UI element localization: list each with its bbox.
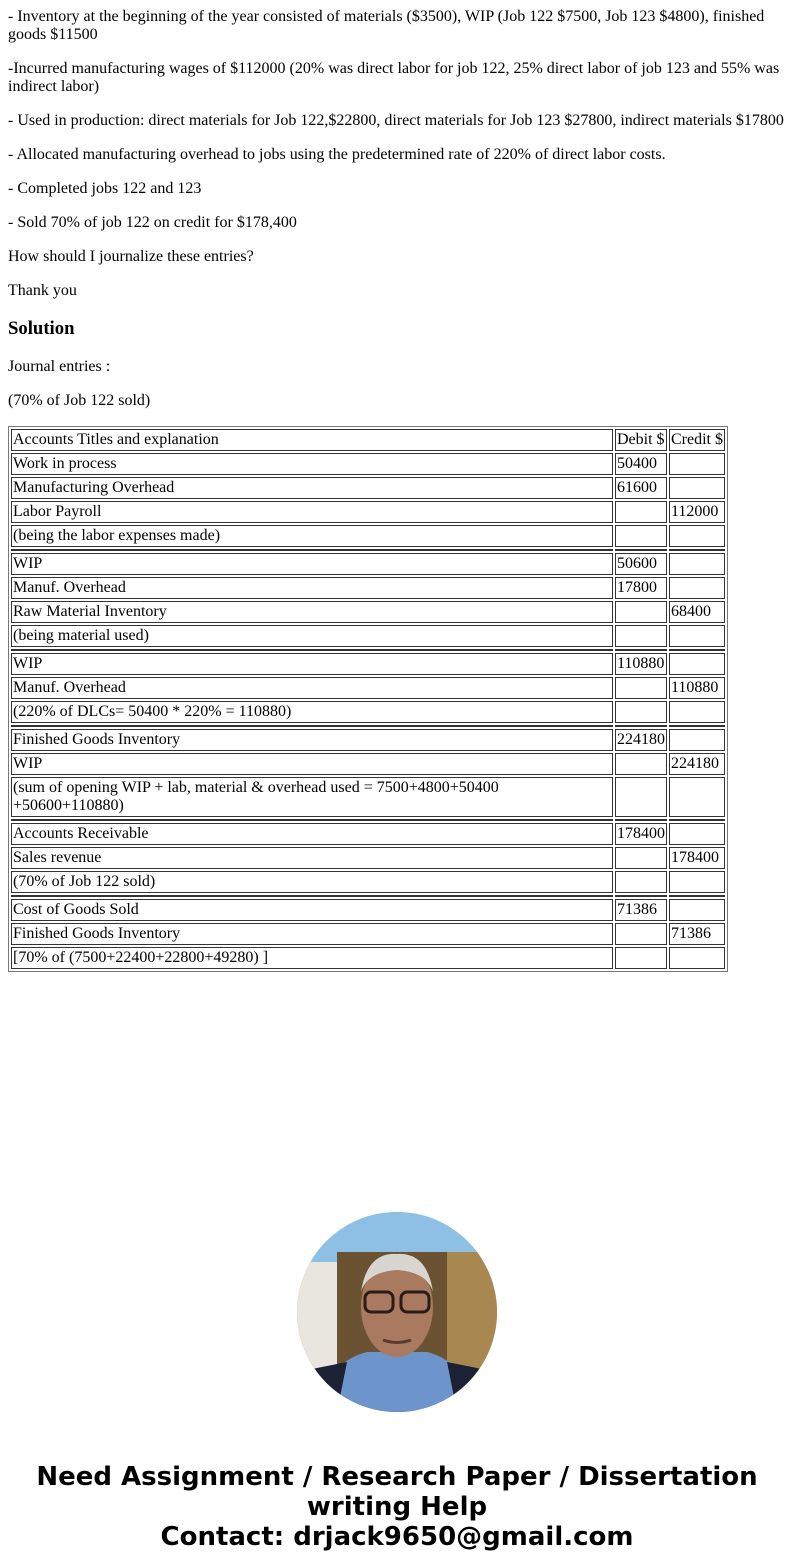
table-row — [11, 823, 725, 845]
debit-cell: 224180 — [615, 729, 667, 751]
debit-cell: 50600 — [615, 553, 667, 575]
separator-row — [11, 725, 725, 727]
credit-cell — [669, 525, 725, 547]
debit-cell — [615, 525, 667, 547]
account-cell: WIP — [11, 553, 613, 575]
credit-cell — [669, 777, 725, 817]
credit-cell — [669, 625, 725, 647]
account-cell: Labor Payroll — [11, 501, 613, 523]
credit-cell — [669, 899, 725, 921]
header-account: Accounts Titles and explanation — [11, 429, 613, 451]
separator-cell — [669, 549, 725, 551]
table-row — [11, 847, 725, 869]
debit-cell — [615, 601, 667, 623]
debit-cell — [615, 753, 667, 775]
table-row — [11, 871, 725, 893]
credit-cell — [669, 871, 725, 893]
table-row — [11, 625, 725, 647]
table-row — [11, 923, 725, 945]
table-row — [11, 729, 725, 751]
credit-cell: 112000 — [669, 501, 725, 523]
table-row — [11, 553, 725, 575]
account-cell: Manuf. Overhead — [11, 677, 613, 699]
separator-cell — [669, 649, 725, 651]
account-cell: Cost of Goods Sold — [11, 899, 613, 921]
debit-cell — [615, 871, 667, 893]
account-cell: Work in process — [11, 453, 613, 475]
separator-cell — [615, 649, 667, 651]
debit-cell — [615, 501, 667, 523]
table-row — [11, 899, 725, 921]
table-row — [11, 653, 725, 675]
table-row — [11, 947, 725, 969]
credit-cell — [669, 553, 725, 575]
separator-row — [11, 895, 725, 897]
question-paragraph: - Inventory at the beginning of the year consisted of materials ($3500), WIP (Job 122 $7500, Job 123 $4800), finished goods $11500 — [8, 8, 765, 43]
question — [8, 8, 786, 300]
credit-cell — [669, 477, 725, 499]
table-row — [11, 477, 725, 499]
account-cell: Finished Goods Inventory — [11, 923, 613, 945]
account-cell: WIP — [11, 753, 613, 775]
author-photo — [297, 1212, 497, 1412]
account-cell: Manufacturing Overhead — [11, 477, 613, 499]
separator-cell — [11, 725, 613, 727]
solution-note: (70% of Job 122 sold) — [8, 392, 151, 409]
credit-cell — [669, 653, 725, 675]
footer-banner — [8, 1462, 786, 1552]
credit-cell — [669, 577, 725, 599]
table-row — [11, 601, 725, 623]
question-paragraph: - Allocated manufacturing overhead to jobs using the predetermined rate of 220% of direct labor costs. — [8, 146, 666, 163]
table-row — [11, 577, 725, 599]
separator-row — [11, 649, 725, 651]
credit-cell: 110880 — [669, 677, 725, 699]
credit-cell — [669, 453, 725, 475]
debit-cell: 61600 — [615, 477, 667, 499]
table-row — [11, 701, 725, 723]
debit-cell: 50400 — [615, 453, 667, 475]
separator-cell — [669, 819, 725, 821]
separator-cell — [615, 549, 667, 551]
account-cell: (70% of Job 122 sold) — [11, 871, 613, 893]
debit-cell — [615, 701, 667, 723]
account-cell: Accounts Receivable — [11, 823, 613, 845]
account-cell: WIP — [11, 653, 613, 675]
footer-help-text: Need Assignment / Research Paper / Dissertation writing Help — [36, 1462, 758, 1522]
separator-cell — [11, 895, 613, 897]
separator-cell — [615, 819, 667, 821]
debit-cell: 110880 — [615, 653, 667, 675]
question-paragraph: Thank you — [8, 282, 77, 299]
table-row — [11, 453, 725, 475]
table-row — [11, 777, 725, 817]
account-cell: Raw Material Inventory — [11, 601, 613, 623]
separator-row — [11, 819, 725, 821]
account-cell: (220% of DLCs= 50400 * 220% = 110880) — [11, 701, 613, 723]
separator-row — [11, 549, 725, 551]
separator-cell — [11, 649, 613, 651]
debit-cell — [615, 923, 667, 945]
solution-intro: Journal entries : — [8, 358, 111, 375]
debit-cell — [615, 777, 667, 817]
debit-cell — [615, 625, 667, 647]
separator-cell — [615, 725, 667, 727]
account-cell: Sales revenue — [11, 847, 613, 869]
footer-contact: Contact: drjack9650@gmail.com — [160, 1522, 634, 1552]
separator-cell — [669, 895, 725, 897]
credit-cell — [669, 947, 725, 969]
solution-heading: Solution — [8, 318, 75, 339]
header-credit: Credit $ — [669, 429, 725, 451]
separator-cell — [615, 895, 667, 897]
header-debit: Debit $ — [615, 429, 667, 451]
table-row — [11, 501, 725, 523]
account-cell: Finished Goods Inventory — [11, 729, 613, 751]
credit-cell — [669, 823, 725, 845]
table-header-row — [11, 429, 725, 451]
table-row — [11, 525, 725, 547]
credit-cell — [669, 701, 725, 723]
account-cell: [70% of (7500+22400+22800+49280) ] — [11, 947, 613, 969]
question-paragraph: How should I journalize these entries? — [8, 248, 254, 265]
debit-cell — [615, 947, 667, 969]
question-paragraph: - Completed jobs 122 and 123 — [8, 180, 202, 197]
account-cell: Manuf. Overhead — [11, 577, 613, 599]
question-paragraph: -Incurred manufacturing wages of $112000 (20% was direct labor for job 122, 25% direct labor of job 123 and 55% was indirect labor) — [8, 60, 780, 95]
account-cell: (sum of opening WIP + lab, material & overhead used = 7500+4800+50400 +50600+110880) — [11, 777, 613, 817]
credit-cell: 224180 — [669, 753, 725, 775]
separator-cell — [11, 549, 613, 551]
table-row — [11, 677, 725, 699]
debit-cell: 17800 — [615, 577, 667, 599]
separator-cell — [11, 819, 613, 821]
separator-cell — [669, 725, 725, 727]
credit-cell: 71386 — [669, 923, 725, 945]
debit-cell — [615, 847, 667, 869]
account-cell: (being the labor expenses made) — [11, 525, 613, 547]
journal-table — [8, 426, 728, 972]
credit-cell — [669, 729, 725, 751]
question-paragraph: - Sold 70% of job 122 on credit for $178,400 — [8, 214, 297, 231]
debit-cell: 178400 — [615, 823, 667, 845]
account-cell: (being material used) — [11, 625, 613, 647]
credit-cell: 68400 — [669, 601, 725, 623]
debit-cell: 71386 — [615, 899, 667, 921]
credit-cell: 178400 — [669, 847, 725, 869]
debit-cell — [615, 677, 667, 699]
table-row — [11, 753, 725, 775]
question-paragraph: - Used in production: direct materials for Job 122,$22800, direct materials for Job 123 $27800, indirect materials $17800 — [8, 112, 784, 129]
